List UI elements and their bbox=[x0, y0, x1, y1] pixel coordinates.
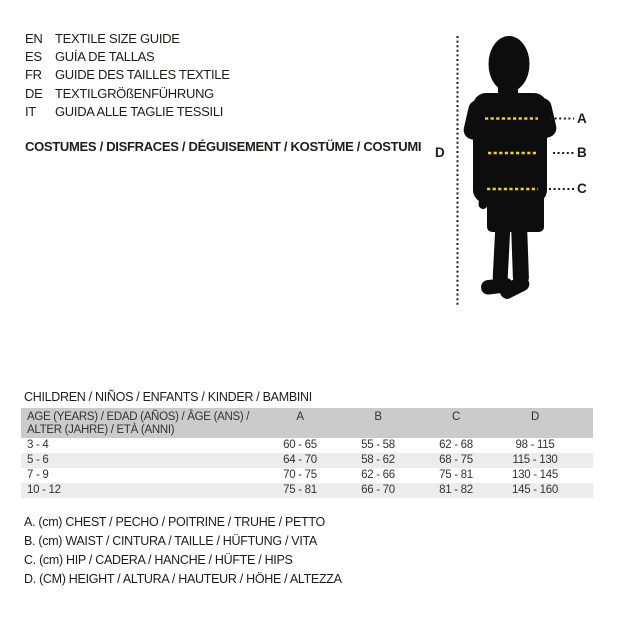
language-list bbox=[25, 30, 230, 121]
language-row-it bbox=[25, 103, 230, 121]
language-label: TEXTILE SIZE GUIDE bbox=[55, 31, 180, 46]
language-label: GUIDA ALLE TAGLIE TESSILI bbox=[55, 103, 224, 119]
waist-cell: 62 - 66 bbox=[361, 469, 395, 481]
language-row-es bbox=[25, 48, 230, 66]
language-code: IT bbox=[25, 103, 36, 119]
language-row-de bbox=[25, 85, 230, 103]
table-row bbox=[21, 468, 593, 483]
age-cell: 7 - 9 bbox=[27, 469, 49, 481]
language-row-fr bbox=[25, 66, 230, 84]
age-header-line2: ALTER (JAHRE) / ETÀ (ANNI) bbox=[27, 424, 175, 436]
hip-label-c: C bbox=[577, 181, 587, 196]
height-label-d: D bbox=[435, 145, 445, 160]
language-code: FR bbox=[25, 67, 42, 83]
table-row bbox=[21, 438, 593, 453]
height-cell: 145 - 160 bbox=[512, 484, 558, 496]
legend-item-chest: A. (cm) CHEST / PECHO / POITRINE / TRUHE / PETTO bbox=[24, 515, 325, 529]
column-header-a: A bbox=[261, 408, 339, 438]
waist-cell: 66 - 70 bbox=[361, 484, 395, 496]
language-code: EN bbox=[25, 31, 43, 46]
chest-cell: 64 - 70 bbox=[283, 454, 317, 466]
silhouette-left-leg bbox=[492, 224, 510, 283]
language-label: TEXTILGRÖßENFÜHRUNG bbox=[55, 85, 214, 101]
chest-cell: 70 - 75 bbox=[283, 469, 317, 481]
silhouette-right-leg bbox=[511, 222, 529, 283]
measurement-legend bbox=[24, 513, 342, 589]
child-silhouette-graphic bbox=[450, 26, 595, 310]
language-row-en bbox=[25, 30, 230, 48]
chest-cell: 75 - 81 bbox=[283, 484, 317, 496]
table-row bbox=[21, 483, 593, 498]
age-cell: 10 - 12 bbox=[27, 484, 61, 496]
language-code: DE bbox=[25, 85, 43, 101]
height-cell: 115 - 130 bbox=[512, 454, 558, 466]
age-header-line1: AGE (YEARS) / EDAD (AÑOS) / ÂGE (ANS) / bbox=[27, 411, 250, 423]
size-table-header-row bbox=[21, 408, 593, 438]
column-header-d: D bbox=[495, 408, 593, 438]
language-label: GUÍA DE TALLAS bbox=[55, 49, 155, 65]
column-header-c: C bbox=[417, 408, 495, 438]
height-cell: 98 - 115 bbox=[515, 439, 555, 451]
hip-cell: 81 - 82 bbox=[439, 484, 473, 496]
column-header-b: B bbox=[339, 408, 417, 438]
height-cell: 130 - 145 bbox=[512, 469, 558, 481]
age-column-header bbox=[21, 408, 261, 438]
chest-label-a: A bbox=[577, 111, 587, 126]
hip-cell: 68 - 75 bbox=[439, 454, 473, 466]
language-label: GUIDE DES TAILLES TEXTILE bbox=[55, 67, 230, 83]
age-cell: 5 - 6 bbox=[27, 454, 49, 466]
hip-cell: 75 - 81 bbox=[439, 469, 473, 481]
waist-label-b: B bbox=[577, 145, 587, 160]
category-title: COSTUMES / DISFRACES / DÉGUISEMENT / KOSTÜME / COSTUMI bbox=[25, 139, 422, 154]
table-row bbox=[21, 453, 593, 468]
children-section-title: CHILDREN / NIÑOS / ENFANTS / KINDER / BAMBINI bbox=[24, 390, 312, 404]
size-table bbox=[21, 408, 593, 498]
hip-cell: 62 - 68 bbox=[439, 439, 473, 451]
legend-item-waist: B. (cm) WAIST / CINTURA / TAILLE / HÜFTUNG / VITA bbox=[24, 534, 317, 548]
waist-cell: 55 - 58 bbox=[361, 439, 395, 451]
legend-item-hip: C. (cm) HIP / CADERA / HANCHE / HÜFTE / HIPS bbox=[24, 553, 293, 567]
chest-cell: 60 - 65 bbox=[283, 439, 317, 451]
legend-item-height: D. (CM) HEIGHT / ALTURA / HAUTEUR / HÖHE / ALTEZZA bbox=[24, 572, 342, 586]
waist-cell: 58 - 62 bbox=[361, 454, 395, 466]
language-code: ES bbox=[25, 49, 42, 65]
age-cell: 3 - 4 bbox=[27, 439, 49, 451]
child-silhouette bbox=[462, 36, 558, 301]
